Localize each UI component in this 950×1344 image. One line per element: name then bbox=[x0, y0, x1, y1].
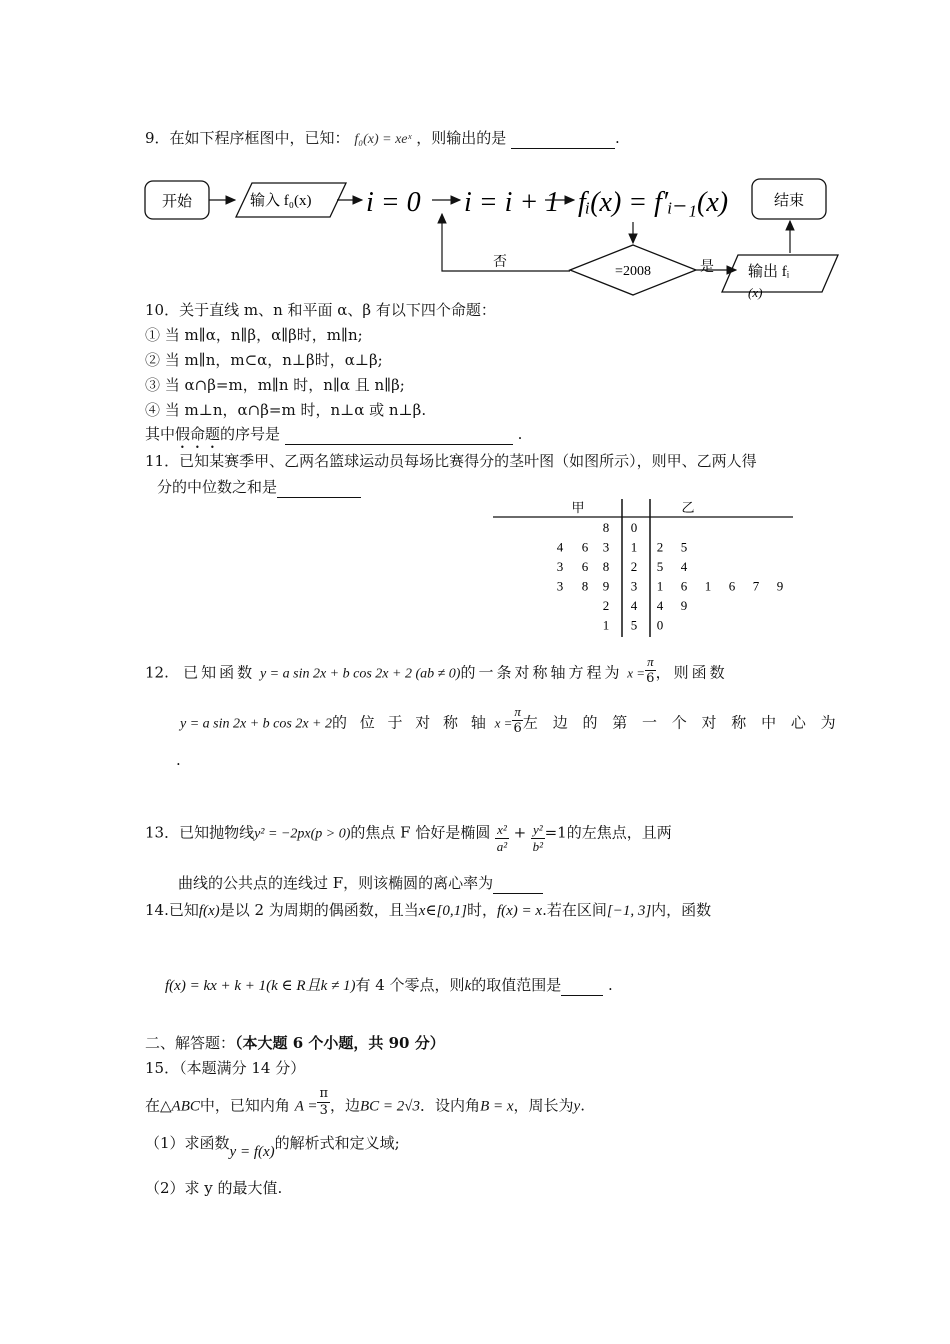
plot-right-leaf: 4 bbox=[680, 559, 688, 574]
q11-line2: 分的中位数之和是 bbox=[157, 477, 361, 498]
plot-left-leaf: 9 bbox=[602, 578, 610, 594]
q12-end: . bbox=[176, 751, 181, 769]
answer-blank bbox=[493, 873, 543, 894]
q12-line1: 12. 已知函数 y = a sin 2x + b cos 2x + 2 (ab ≠ 0)的一条对称轴方程为 x = $\frac{\pi}{6}$ ，则函数 bbox=[145, 654, 728, 686]
plot-right-leaf: 4 bbox=[656, 598, 664, 613]
plot-left-leaf: 8 bbox=[581, 578, 589, 594]
plot-left-leaf: 6 bbox=[581, 539, 589, 555]
plot-right-leaf: 5 bbox=[656, 559, 664, 574]
flow-output-arg: (x) bbox=[748, 285, 763, 300]
stem-leaf-plot bbox=[490, 495, 810, 645]
q10-item-3: ③ 当 α∩β=m，m∥n 时，n∥α 且 n∥β; bbox=[145, 376, 405, 394]
q15-title: 15．（本题满分 14 分） bbox=[145, 1059, 306, 1077]
q10-item-4: ④ 当 m⊥n，α∩β=m 时，n⊥α 或 n⊥β. bbox=[145, 401, 427, 419]
plot-right-leaf: 1 bbox=[656, 578, 664, 594]
plot-right-leaf: 9 bbox=[680, 598, 688, 613]
flow-increment: i = i + 1 bbox=[464, 187, 560, 218]
plot-left-leaf: 8 bbox=[602, 559, 610, 574]
q13-line2: 曲线的公共点的连线过 F，则该椭圆的离心率为 bbox=[178, 873, 543, 894]
q12-function: y = a sin 2x + b cos 2x + 2 (ab ≠ 0) bbox=[259, 666, 461, 682]
plot-right-leaf: 2 bbox=[656, 539, 664, 555]
plot-right-leaf: 7 bbox=[752, 578, 760, 594]
answer-blank bbox=[561, 975, 603, 996]
plot-left-leaf: 2 bbox=[602, 598, 610, 613]
plot-right-leaf: 6 bbox=[680, 578, 688, 594]
plot-stem: 4 bbox=[630, 598, 638, 613]
q10-item-2: ② 当 m∥n，m⊂α，n⊥β时，α⊥β; bbox=[145, 351, 383, 369]
plot-stem: 2 bbox=[630, 559, 638, 574]
plot-right-title: 乙 bbox=[681, 500, 695, 515]
q9-line: 9．在如下程序框图中，已知： f₀(x) = xeˣ ，则输出的是 . bbox=[145, 129, 620, 147]
plot-left-leaf: 4 bbox=[556, 539, 564, 555]
flow-recursion: fᵢ(x) = f′ᵢ₋₁(x) bbox=[578, 187, 729, 218]
q12-line2: y = a sin 2x + b cos 2x + 2的 位 于 对 称 轴 x = $\frac{\pi}{6}$ 左 边 的 第 一 个 对 称 中 心 为 bbox=[180, 704, 841, 736]
plot-right-leaf: 5 bbox=[680, 539, 688, 555]
plot-left-leaf: 3 bbox=[556, 578, 564, 594]
q10-intro: 10．关于直线 m、n 和平面 α、β 有以下四个命题： bbox=[145, 301, 496, 319]
plot-left-leaf: 3 bbox=[556, 559, 564, 574]
section-2-heading: 二、解答题：（本大题 6 个小题，共 90 分） bbox=[145, 1034, 445, 1052]
q9-formula: f₀(x) = xeˣ bbox=[354, 132, 412, 147]
q15-line: 在△ABC中，已知内角 A = $\frac{\pi}{3}$ ，边BC = 2√3．设内角B = x，周长为y. bbox=[145, 1086, 585, 1118]
plot-left-title: 甲 bbox=[571, 500, 585, 515]
flow-end-label: 结束 bbox=[773, 193, 805, 209]
q10-item-1: ① 当 m∥α，n∥β，α∥β时，m∥n; bbox=[145, 326, 363, 344]
q14-function: f(x) = kx + k + 1(k ∈ R且k ≠ 1) bbox=[165, 978, 356, 994]
q9-flowchart bbox=[0, 165, 950, 305]
q9-text-a: 9．在如下程序框图中，已知： bbox=[145, 129, 350, 147]
q13-line1: 13．已知抛物线y² = −2px(p > 0)的焦点 F 恰好是椭圆 $\frac{\text{x²}}{\text{a²}}$ + $\frac{\text{y²}}{\text{b²}}$ =1的左焦点，且两 bbox=[145, 822, 672, 854]
answer-blank bbox=[277, 477, 361, 498]
emphasis-text: 假命题 bbox=[175, 425, 221, 443]
plot-stem: 5 bbox=[630, 617, 638, 633]
flow-output-label: 输出 fᵢ bbox=[748, 264, 790, 280]
flow-input-label: 输入 f₀(x) bbox=[250, 193, 312, 209]
plot-right-leaf: 9 bbox=[776, 578, 784, 594]
plot-left-leaf: 8 bbox=[602, 520, 610, 535]
plot-right-leaf: 0 bbox=[656, 617, 664, 633]
q14-line2: f(x) = kx + k + 1(k ∈ R且k ≠ 1)有 4 个零点，则k的取值范围是 . bbox=[165, 976, 613, 994]
q10-question: 其中假命题的序号是 . bbox=[145, 425, 523, 443]
q15-part-1: （1）求函数y = f(x)的解析式和定义域; bbox=[145, 1134, 400, 1160]
flow-init: i = 0 bbox=[366, 187, 421, 218]
plot-stem: 1 bbox=[630, 539, 638, 555]
flow-no-label: 否 bbox=[493, 255, 507, 270]
flow-yes-label: 是 bbox=[700, 260, 714, 275]
plot-left-leaf: 3 bbox=[602, 539, 610, 555]
q9-text-b: ，则输出的是 bbox=[416, 129, 507, 147]
flow-condition-label: =2008 bbox=[615, 264, 651, 279]
plot-stem: 0 bbox=[630, 520, 638, 535]
q15-part-2: （2）求 y 的最大值. bbox=[145, 1179, 283, 1197]
q13-parabola: y² = −2px(p > 0) bbox=[254, 826, 351, 842]
plot-left-leaf: 1 bbox=[602, 617, 610, 633]
plot-stem: 3 bbox=[630, 578, 638, 594]
plot-right-leaf: 1 bbox=[704, 578, 712, 594]
plot-left-leaf: 6 bbox=[581, 559, 589, 574]
flow-start-label: 开始 bbox=[161, 194, 193, 210]
q14-line1: 14.已知f(x)是以 2 为周期的偶函数，且当x∈[0,1]时，f(x) = x.若在区间[−1, 3]内，函数 bbox=[145, 901, 712, 919]
answer-blank bbox=[285, 424, 513, 445]
plot-right-leaf: 6 bbox=[728, 578, 736, 594]
q11-line1: 11．已知某赛季甲、乙两名篮球运动员每场比赛得分的茎叶图（如图所示），则甲、乙两人得 bbox=[145, 452, 757, 470]
